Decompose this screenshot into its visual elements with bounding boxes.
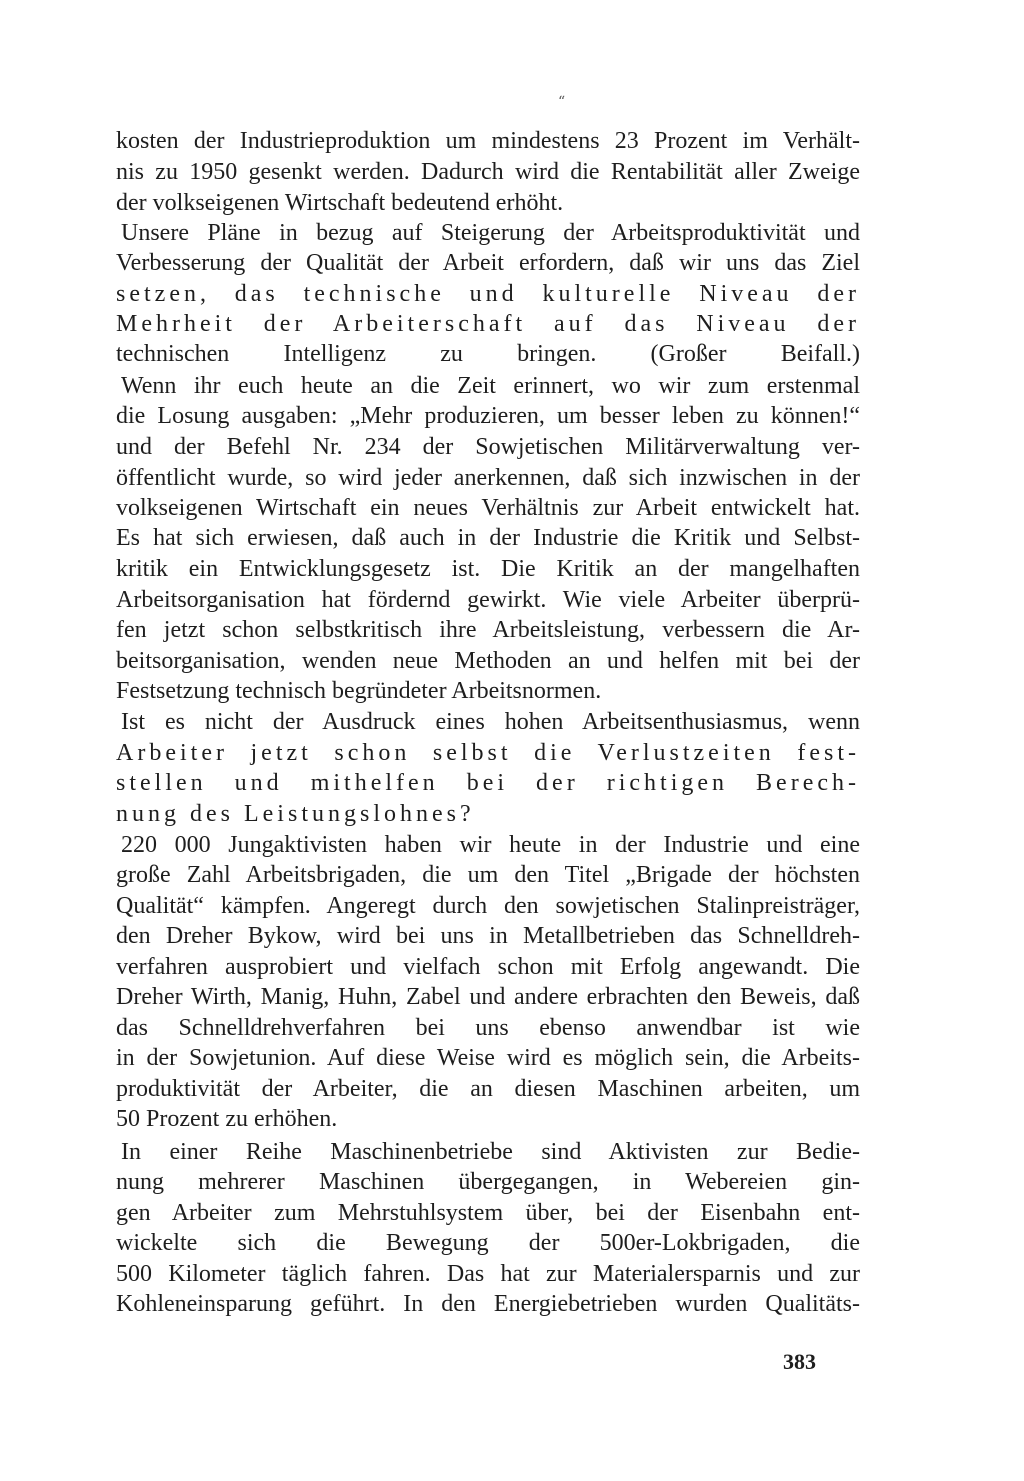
text-line: Dreher Wirth, Manig, Huhn, Zabel und andere erbrachten den Beweis, daß	[116, 984, 860, 1010]
text-line: 50 Prozent zu erhöhen.	[116, 1106, 338, 1132]
text-line: Unsere Pläne in bezug auf Steigerung der Arbeitsproduktivität und	[121, 220, 860, 246]
text-line: kritik ein Entwicklungsgesetz ist. Die Kritik an der mangelhaften	[116, 556, 860, 582]
text-line-spaced: Arbeiter jetzt schon selbst die Verlustzeiten fest-	[116, 740, 860, 766]
text-line: fen jetzt schon selbstkritisch ihre Arbeitsleistung, verbessern die Ar-	[116, 617, 860, 643]
text-line: volkseigenen Wirtschaft ein neues Verhältnis zur Arbeit entwickelt hat.	[116, 495, 860, 521]
text-line: Qualität“ kämpfen. Angeregt durch den sowjetischen Stalinpreisträger,	[116, 893, 860, 919]
text-line: nung mehrerer Maschinen übergegangen, in Webereien gin-	[116, 1169, 860, 1195]
text-line: Verbesserung der Qualität der Arbeit erfordern, daß wir uns das Ziel	[116, 250, 860, 276]
text-line: technischen Intelligenz zu bringen. (Großer Beifall.)	[116, 341, 860, 367]
print-speck: “	[558, 94, 566, 110]
text-line: 500 Kilometer täglich fahren. Das hat zur Materialersparnis und zur	[116, 1261, 860, 1287]
text-line: Kohleneinsparung geführt. In den Energiebetrieben wurden Qualitäts-	[116, 1291, 860, 1317]
text-line: Wenn ihr euch heute an die Zeit erinnert, wo wir zum erstenmal	[121, 373, 860, 399]
text-line: gen Arbeiter zum Mehrstuhlsystem über, bei der Eisenbahn ent-	[116, 1200, 860, 1226]
text-line: öffentlicht wurde, so wird jeder anerkennen, daß sich inzwischen in der	[116, 465, 860, 491]
text-line: Es hat sich erwiesen, daß auch in der Industrie die Kritik und Selbst-	[116, 525, 860, 551]
text-line: 220 000 Jungaktivisten haben wir heute in der Industrie und eine	[121, 832, 860, 858]
text-line: der volkseigenen Wirtschaft bedeutend erhöht.	[116, 190, 564, 216]
text-line: in der Sowjetunion. Auf diese Weise wird es möglich sein, die Arbeits-	[116, 1045, 860, 1071]
text-line-spaced: setzen, das technische und kulturelle Niveau der	[116, 281, 860, 307]
text-line: In einer Reihe Maschinenbetriebe sind Aktivisten zur Bedie-	[121, 1139, 860, 1165]
text-line: wickelte sich die Bewegung der 500er-Lokbrigaden, die	[116, 1230, 860, 1256]
text-line: Arbeitsorganisation hat fördernd gewirkt. Wie viele Arbeiter überprü-	[116, 587, 860, 613]
text-line: große Zahl Arbeitsbrigaden, die um den Titel „Brigade der höchsten	[116, 862, 860, 888]
text-line-spaced: stellen und mithelfen bei der richtigen Berech-	[116, 770, 860, 796]
text-line: den Dreher Bykow, wird bei uns in Metallbetrieben das Schnelldreh-	[116, 923, 860, 949]
text-line: verfahren ausprobiert und vielfach schon mit Erfolg angewandt. Die	[116, 954, 860, 980]
text-line: Ist es nicht der Ausdruck eines hohen Arbeitsenthusiasmus, wenn	[121, 709, 860, 735]
text-line-spaced: Mehrheit der Arbeiterschaft auf das Niveau der	[116, 311, 860, 337]
text-line-spaced: nung des Leistungslohnes?	[116, 801, 475, 827]
text-line: das Schnelldrehverfahren bei uns ebenso anwendbar ist wie	[116, 1015, 860, 1041]
text-line: Festsetzung technisch begründeter Arbeitsnormen.	[116, 678, 602, 704]
text-line: und der Befehl Nr. 234 der Sowjetischen Militärverwaltung ver-	[116, 434, 860, 460]
text-line: beitsorganisation, wenden neue Methoden an und helfen mit bei der	[116, 648, 860, 674]
text-line: produktivität der Arbeiter, die an diesen Maschinen arbeiten, um	[116, 1076, 860, 1102]
text-line: die Losung ausgaben: „Mehr produzieren, um besser leben zu können!“	[116, 403, 860, 429]
page-number: 383	[783, 1349, 816, 1374]
text-line: nis zu 1950 gesenkt werden. Dadurch wird die Rentabilität aller Zweige	[116, 159, 860, 185]
text-line: kosten der Industrieproduktion um mindestens 23 Prozent im Verhält-	[116, 128, 860, 154]
